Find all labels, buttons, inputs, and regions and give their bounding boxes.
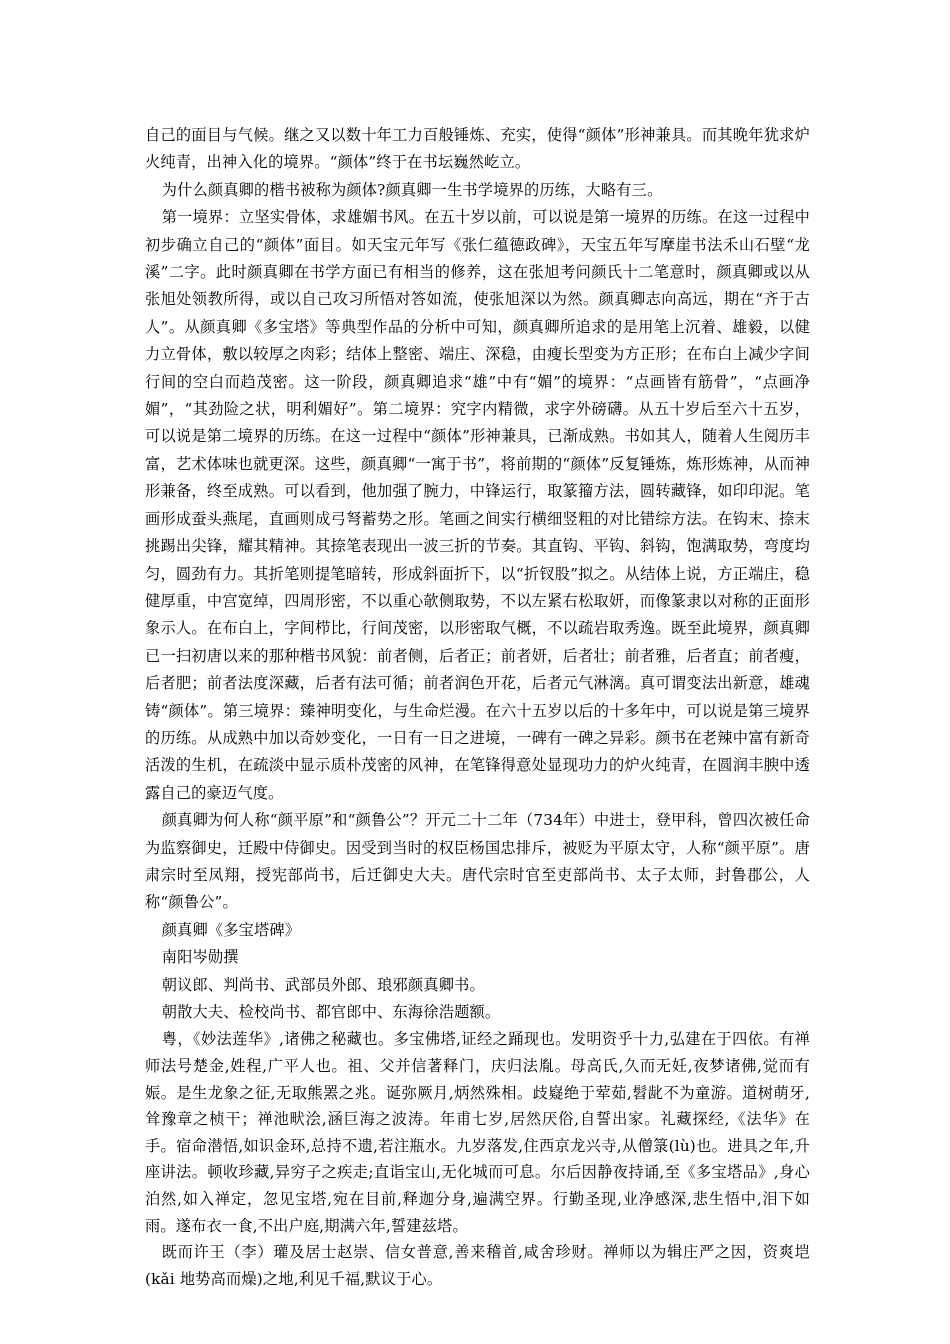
stele-author: 南阳岑勋撰 bbox=[161, 948, 239, 967]
stele-text-paragraph-1: 粤，《妙法莲华》,诸佛之秘藏也。多宝佛塔,证经之踊现也。发明资乎十力,弘建在于四依。有禅师法号楚金,姓程,广平人也。祖、父并信著释门，庆归法胤。母高氏,久而无妊,夜梦诸佛,觉而有娠。是生龙象之征,无取熊罴之兆。诞弥厥月,炳然殊相。歧嶷绝于荤茹,髫龀不为童游。道树萌牙,耸豫章之桢干；禅池畎浍,涵巨海之波涛。年甫七岁,居然厌俗,自誓出家。礼藏探经,《法华》在手。宿命潜悟,如识金环,总持不遗,若注瓶水。九岁落发,住西京龙兴寺,从僧箓(lù)也。进具之年,升座讲法。顿收珍藏,异穷子之疾走;直诣宝山,无化城而可息。尔后因静夜持诵,至《多宝塔品》,身心泊然,如入禅定，忽见宝塔,宛在目前,释迦分身,遍满空界。行勤圣现,业净感深,悲生悟中,泪下如雨。遂布衣一食,不出户庭,期满六年,誓建兹塔。 bbox=[145, 1030, 810, 1235]
paragraph-titles: 颜真卿为何人称“颜平原”和“颜鲁公”？开元二十二年（734年）中进士，登甲科，曾四次被任命为监察御史，迁殿中侍御史。因受到当时的权臣杨国忠排斥，被贬为平原太守，人称“颜平原”。唐肃宗时至凤翔，授宪部尚书，后迁御史大夫。唐代宗时官至吏部尚书、太子太师，封鲁郡公，人称“颜鲁公”。 bbox=[145, 811, 810, 912]
stele-calligrapher: 朝议郎、判尚书、武部员外郎、琅邪颜真卿书。 bbox=[161, 975, 485, 994]
paragraph-question-three-realms: 为什么颜真卿的楷书被称为颜体?颜真卿一生书学境界的历练，大略有三。 bbox=[161, 180, 663, 199]
document-page bbox=[145, 122, 810, 1292]
paragraph-intro-continuation: 自己的面目与气候。继之又以数十年工力百般锤炼、充实，使得“颜体”形神兼具。而其晚年犹求炉火纯青，出神入化的境界。“颜体”终于在书坛巍然屹立。 bbox=[145, 126, 810, 172]
stele-title: 颜真卿《多宝塔碑》 bbox=[161, 920, 301, 939]
paragraph-three-realms: 第一境界：立坚实骨体，求雄媚书风。在五十岁以前，可以说是第一境界的历练。在这一过程中初步确立自己的“颜体”面目。如天宝元年写《张仁蕴德政碑》，天宝五年写摩崖书法禾山石壁“龙溪”二字。此时颜真卿在书学方面已有相当的修养，这在张旭考问颜氏十二笔意时，颜真卿或以从张旭处领教所得，或以自己攻习所悟对答如流，使张旭深以为然。颜真卿志向高远，期在“齐于古人”。从颜真卿《多宝塔》等典型作品的分析中可知，颜真卿所追求的是用笔上沉着、雄毅，以健力立骨体，敷以较厚之肉彩；结体上整密、端庄、深稳，由瘦长型变为方正形；在布白上减少字间行间的空白而趋茂密。这一阶段，颜真卿追求“雄”中有“媚”的境界：“点画皆有筋骨”，“点画净媚”，“其劲险之状，明利媚好”。第二境界：究字内精微，求字外磅礴。从五十岁后至六十五岁，可以说是第二境界的历练。在这一过程中“颜体”形神兼具，已渐成熟。书如其人，随着人生阅历丰富，艺术体味也就更深。这些，颜真卿“一寓于书”，将前期的“颜体”反复锤炼，炼形炼神，从而神形兼备，终至成熟。可以看到，他加强了腕力，中锋运行，取篆籀方法，圆转藏锋，如印印泥。笔画形成蚕头燕尾，直画则成弓弩蓄势之形。笔画之间实行横细竖粗的对比错综方法。在钩末、捺末挑踢出尖锋，耀其精神。其捺笔表现出一波三折的节奏。其直钩、平钩、斜钩，饱满取势，弯度均匀，圆劲有力。其折笔则提笔暗转，形成斜面折下，以“折钗股”拟之。从结体上说，方正端庄，稳健厚重，中宫宽绰，四周形密，不以重心欹侧取势，不以左紧右松取妍，而像篆隶以对称的正面形象示人。在布白上，字间栉比，行间茂密，以形密取气概，不以疏岩取秀逸。既至此境界，颜真卿已一扫初唐以来的那种楷书风貌：前者侧，后者正；前者妍，后者壮；前者雅，后者直；前者瘦，后者肥；前者法度深藏，后者有法可循；前者润色开花，后者元气淋漓。真可谓变法出新意，雄魂铸“颜体”。第三境界：臻神明变化，与生命烂漫。在六十五岁以后的十多年中，可以说是第三境界的历练。从成熟中加以奇妙变化，一日有一日之进境，一碑有一碑之异彩。颜书在老辣中富有新奇活泼的生机，在疏淡中显示质朴茂密的风神，在笔锋得意处显现功力的炉火纯青，在圆润丰腴中透露自己的豪迈气度。 bbox=[145, 208, 810, 802]
stele-inscriber: 朝散大夫、检校尚书、都官郎中、东海徐浩题额。 bbox=[161, 1003, 501, 1021]
stele-text-paragraph-2: 既而许王（李）瓘及居士赵崇、信女普意,善来稽首,咸舍珍财。禅师以为辑庄严之因，资爽垲(kǎi 地势高而燥)之地,利见千福,默议于心。 bbox=[145, 1243, 810, 1288]
